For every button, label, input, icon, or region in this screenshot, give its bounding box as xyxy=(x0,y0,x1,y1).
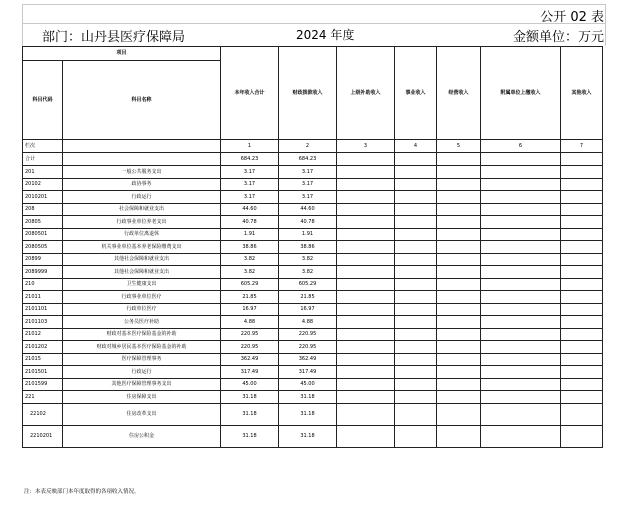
empty-cell xyxy=(561,341,603,354)
empty-cell xyxy=(561,304,603,316)
table-row xyxy=(23,354,603,366)
table-row xyxy=(23,291,603,304)
empty-cell xyxy=(481,166,561,179)
row-total: 605.29 xyxy=(221,279,279,291)
empty-cell xyxy=(561,266,603,279)
table-row xyxy=(23,366,603,379)
empty-cell xyxy=(395,329,437,341)
row-name: 卫生健康支出 xyxy=(63,279,221,291)
header-career: 事业收入 xyxy=(395,47,437,140)
row-total: 44.60 xyxy=(221,204,279,216)
table-row xyxy=(23,379,603,391)
empty-cell xyxy=(481,366,561,379)
empty-cell xyxy=(395,229,437,241)
row-total: 31.18 xyxy=(221,426,279,448)
empty-cell xyxy=(395,191,437,204)
row-code: 2010201 xyxy=(23,191,63,204)
row-code: 20102 xyxy=(23,179,63,191)
empty-cell xyxy=(395,204,437,216)
empty-cell xyxy=(337,266,395,279)
empty-cell xyxy=(437,166,481,179)
empty-cell xyxy=(481,304,561,316)
empty-cell xyxy=(395,241,437,254)
row-fiscal: 4.88 xyxy=(279,316,337,329)
empty-cell xyxy=(481,179,561,191)
empty-cell xyxy=(437,179,481,191)
table-row xyxy=(23,229,603,241)
table-row xyxy=(23,316,603,329)
year-label: 2024 年度 xyxy=(296,28,355,42)
table-number: 公开 02 表 xyxy=(540,10,604,25)
row-fiscal: 31.18 xyxy=(279,404,337,426)
row-fiscal: 16.97 xyxy=(279,304,337,316)
empty-cell xyxy=(437,391,481,404)
row-fiscal: 3.82 xyxy=(279,266,337,279)
row-name: 其他社会保障和就业支出 xyxy=(63,254,221,266)
row-name: 行政事业单位养老支出 xyxy=(63,216,221,229)
row-name: 其他社会保障和就业支出 xyxy=(63,266,221,279)
empty-cell xyxy=(437,254,481,266)
row-fiscal: 220.95 xyxy=(279,341,337,354)
row-total: 220.95 xyxy=(221,329,279,341)
title-box xyxy=(22,4,606,24)
table-row xyxy=(23,341,603,354)
row-total: 3.17 xyxy=(221,179,279,191)
empty-cell xyxy=(437,191,481,204)
table-row xyxy=(23,241,603,254)
row-code: 21015 xyxy=(23,354,63,366)
empty-cell xyxy=(437,204,481,216)
row-fiscal: 3.17 xyxy=(279,166,337,179)
empty-cell xyxy=(337,204,395,216)
row-code: 2101103 xyxy=(23,316,63,329)
row-fiscal: 362.49 xyxy=(279,354,337,366)
empty-cell xyxy=(481,254,561,266)
row-total: 3.82 xyxy=(221,266,279,279)
empty-cell xyxy=(337,391,395,404)
column-number: 3 xyxy=(337,140,395,153)
empty-cell xyxy=(437,266,481,279)
empty-cell xyxy=(561,179,603,191)
empty-cell xyxy=(561,204,603,216)
row-fiscal: 3.82 xyxy=(279,254,337,266)
row-name: 行政运行 xyxy=(63,366,221,379)
row-code: 20899 xyxy=(23,254,63,266)
header-row-project xyxy=(23,47,603,61)
empty-cell xyxy=(437,341,481,354)
row-name: 住房公积金 xyxy=(63,426,221,448)
empty-cell xyxy=(561,329,603,341)
total-label: 合计 xyxy=(23,153,63,166)
empty-cell xyxy=(337,291,395,304)
empty-cell xyxy=(561,404,603,426)
empty-cell xyxy=(561,391,603,404)
empty-cell xyxy=(337,379,395,391)
row-code: 22102 xyxy=(23,404,63,426)
empty-cell xyxy=(481,341,561,354)
row-name: 公务员医疗补助 xyxy=(63,316,221,329)
row-total: 220.95 xyxy=(221,341,279,354)
empty-cell xyxy=(481,279,561,291)
empty-cell xyxy=(395,426,437,448)
row-code: 21012 xyxy=(23,329,63,341)
empty-cell xyxy=(481,379,561,391)
total-value: 684.23 xyxy=(221,153,279,166)
empty-cell xyxy=(481,216,561,229)
row-fiscal: 605.29 xyxy=(279,279,337,291)
empty-cell xyxy=(437,329,481,341)
empty-cell xyxy=(395,179,437,191)
row-fiscal: 3.17 xyxy=(279,179,337,191)
column-number-row xyxy=(23,140,603,153)
row-fiscal: 45.00 xyxy=(279,379,337,391)
empty-cell xyxy=(437,304,481,316)
row-code: 201 xyxy=(23,166,63,179)
empty-cell xyxy=(395,254,437,266)
footnote: 注：本表反映部门本年度取得的各项收入情况。 xyxy=(24,489,140,495)
column-number: 6 xyxy=(481,140,561,153)
row-total: 362.49 xyxy=(221,354,279,366)
table-row xyxy=(23,279,603,291)
row-name: 机关事业单位基本养老保险缴费支出 xyxy=(63,241,221,254)
empty-cell xyxy=(337,304,395,316)
row-name: 行政事业单位医疗 xyxy=(63,291,221,304)
empty-cell xyxy=(561,379,603,391)
row-code: 2089999 xyxy=(23,266,63,279)
empty-cell xyxy=(337,354,395,366)
row-fiscal: 3.17 xyxy=(279,191,337,204)
empty-cell xyxy=(437,229,481,241)
empty-cell xyxy=(395,366,437,379)
row-fiscal: 38.86 xyxy=(279,241,337,254)
row-name: 行政单位医疗 xyxy=(63,304,221,316)
row-code: 2101202 xyxy=(23,341,63,354)
table-row xyxy=(23,391,603,404)
row-fiscal: 220.95 xyxy=(279,329,337,341)
row-name: 住房改革支出 xyxy=(63,404,221,426)
empty-cell xyxy=(395,279,437,291)
table-row xyxy=(23,329,603,341)
row-total: 21.85 xyxy=(221,291,279,304)
row-fiscal: 31.18 xyxy=(279,426,337,448)
row-name: 住房保障支出 xyxy=(63,391,221,404)
empty-cell xyxy=(337,241,395,254)
empty-cell xyxy=(437,426,481,448)
row-code: 210 xyxy=(23,279,63,291)
row-fiscal: 44.60 xyxy=(279,204,337,216)
empty-cell xyxy=(337,404,395,426)
row-code: 208 xyxy=(23,204,63,216)
row-code: 2080505 xyxy=(23,241,63,254)
row-code: 2101501 xyxy=(23,366,63,379)
empty-cell xyxy=(437,404,481,426)
row-name: 行政运行 xyxy=(63,191,221,204)
empty-cell xyxy=(561,366,603,379)
row-name: 社会保障和就业支出 xyxy=(63,204,221,216)
empty-cell xyxy=(561,254,603,266)
header-other: 其他收入 xyxy=(561,47,603,140)
empty-cell xyxy=(481,404,561,426)
row-name: 财政对城乡居民基本医疗保险基金的补助 xyxy=(63,341,221,354)
row-fiscal: 1.91 xyxy=(279,229,337,241)
empty-cell xyxy=(395,291,437,304)
table-row xyxy=(23,266,603,279)
empty-cell xyxy=(481,316,561,329)
empty-cell xyxy=(337,254,395,266)
empty-cell xyxy=(395,404,437,426)
header-operating: 经营收入 xyxy=(437,47,481,140)
empty-cell xyxy=(395,341,437,354)
row-fiscal: 40.78 xyxy=(279,216,337,229)
empty-cell xyxy=(561,229,603,241)
total-row xyxy=(23,153,603,166)
empty-cell xyxy=(437,291,481,304)
empty-cell xyxy=(481,204,561,216)
row-code: 2080501 xyxy=(23,229,63,241)
empty-cell xyxy=(337,316,395,329)
unit-label: 金额单位：万元 xyxy=(512,30,604,45)
total-fiscal: 684.23 xyxy=(279,153,337,166)
empty-cell xyxy=(395,354,437,366)
column-number: 7 xyxy=(561,140,603,153)
empty-cell xyxy=(481,426,561,448)
empty-cell xyxy=(561,279,603,291)
table-row xyxy=(23,191,603,204)
empty-cell xyxy=(437,379,481,391)
empty-cell xyxy=(481,229,561,241)
row-name: 政协事务 xyxy=(63,179,221,191)
row-code: 221 xyxy=(23,391,63,404)
income-table xyxy=(22,46,603,448)
empty-cell xyxy=(337,329,395,341)
empty-cell xyxy=(437,216,481,229)
row-name: 一般公共服务支出 xyxy=(63,166,221,179)
table-row xyxy=(23,404,603,426)
row-name: 其他医疗保障管理事务支出 xyxy=(63,379,221,391)
department-label: 部门：山丹县医疗保障局 xyxy=(42,30,186,45)
empty-cell xyxy=(395,391,437,404)
empty-cell xyxy=(337,166,395,179)
empty-cell xyxy=(481,266,561,279)
row-fiscal: 21.85 xyxy=(279,291,337,304)
column-number: 2 xyxy=(279,140,337,153)
empty-cell xyxy=(395,266,437,279)
empty-cell xyxy=(337,229,395,241)
row-total: 3.17 xyxy=(221,191,279,204)
row-total: 317.49 xyxy=(221,366,279,379)
empty-cell xyxy=(561,166,603,179)
row-total: 3.17 xyxy=(221,166,279,179)
table-row xyxy=(23,426,603,448)
empty-cell xyxy=(561,191,603,204)
empty-cell xyxy=(395,316,437,329)
empty-cell xyxy=(481,241,561,254)
table-row xyxy=(23,304,603,316)
table-row xyxy=(23,204,603,216)
row-fiscal: 317.49 xyxy=(279,366,337,379)
row-total: 31.18 xyxy=(221,404,279,426)
row-code: 21011 xyxy=(23,291,63,304)
row-total: 40.78 xyxy=(221,216,279,229)
row-total: 3.82 xyxy=(221,254,279,266)
column-number-label: 栏次 xyxy=(23,140,63,153)
table-row xyxy=(23,216,603,229)
row-fiscal: 31.18 xyxy=(279,391,337,404)
empty-cell xyxy=(337,366,395,379)
empty-cell xyxy=(481,329,561,341)
row-code: 2101101 xyxy=(23,304,63,316)
empty-cell xyxy=(337,191,395,204)
empty-cell xyxy=(337,279,395,291)
empty-cell xyxy=(337,426,395,448)
empty-cell xyxy=(561,216,603,229)
column-number: 5 xyxy=(437,140,481,153)
empty-cell xyxy=(561,316,603,329)
empty-cell xyxy=(561,291,603,304)
header-name: 科目名称 xyxy=(63,61,221,140)
header-superior: 上级补助收入 xyxy=(337,47,395,140)
table-row xyxy=(23,254,603,266)
header-project: 项目 xyxy=(23,47,221,61)
row-total: 45.00 xyxy=(221,379,279,391)
empty-cell xyxy=(395,304,437,316)
row-name: 财政对基本医疗保险基金的补助 xyxy=(63,329,221,341)
header-affiliated: 附属单位上缴收入 xyxy=(481,47,561,140)
empty-cell xyxy=(481,354,561,366)
empty-cell xyxy=(337,216,395,229)
row-name: 医疗保障管理事务 xyxy=(63,354,221,366)
empty-cell xyxy=(437,316,481,329)
column-number: 4 xyxy=(395,140,437,153)
row-total: 31.18 xyxy=(221,391,279,404)
row-total: 1.91 xyxy=(221,229,279,241)
empty-cell xyxy=(561,241,603,254)
header-fiscal: 财政拨款收入 xyxy=(279,47,337,140)
table-row xyxy=(23,166,603,179)
empty-cell xyxy=(437,366,481,379)
empty-cell xyxy=(337,179,395,191)
empty-cell xyxy=(481,291,561,304)
empty-cell xyxy=(395,216,437,229)
row-code: 2210201 xyxy=(23,426,63,448)
header-total: 本年收入合计 xyxy=(221,47,279,140)
empty-cell xyxy=(437,241,481,254)
empty-cell xyxy=(437,354,481,366)
row-name: 行政单位离退休 xyxy=(63,229,221,241)
column-number: 1 xyxy=(221,140,279,153)
empty-cell xyxy=(437,279,481,291)
row-code: 20805 xyxy=(23,216,63,229)
empty-cell xyxy=(561,354,603,366)
row-code: 2101599 xyxy=(23,379,63,391)
empty-cell xyxy=(561,426,603,448)
row-total: 16.97 xyxy=(221,304,279,316)
header-code: 科目代码 xyxy=(23,61,63,140)
row-total: 38.86 xyxy=(221,241,279,254)
row-total: 4.88 xyxy=(221,316,279,329)
empty-cell xyxy=(481,391,561,404)
empty-cell xyxy=(337,341,395,354)
table-row xyxy=(23,179,603,191)
empty-cell xyxy=(481,191,561,204)
empty-cell xyxy=(395,379,437,391)
empty-cell xyxy=(395,166,437,179)
